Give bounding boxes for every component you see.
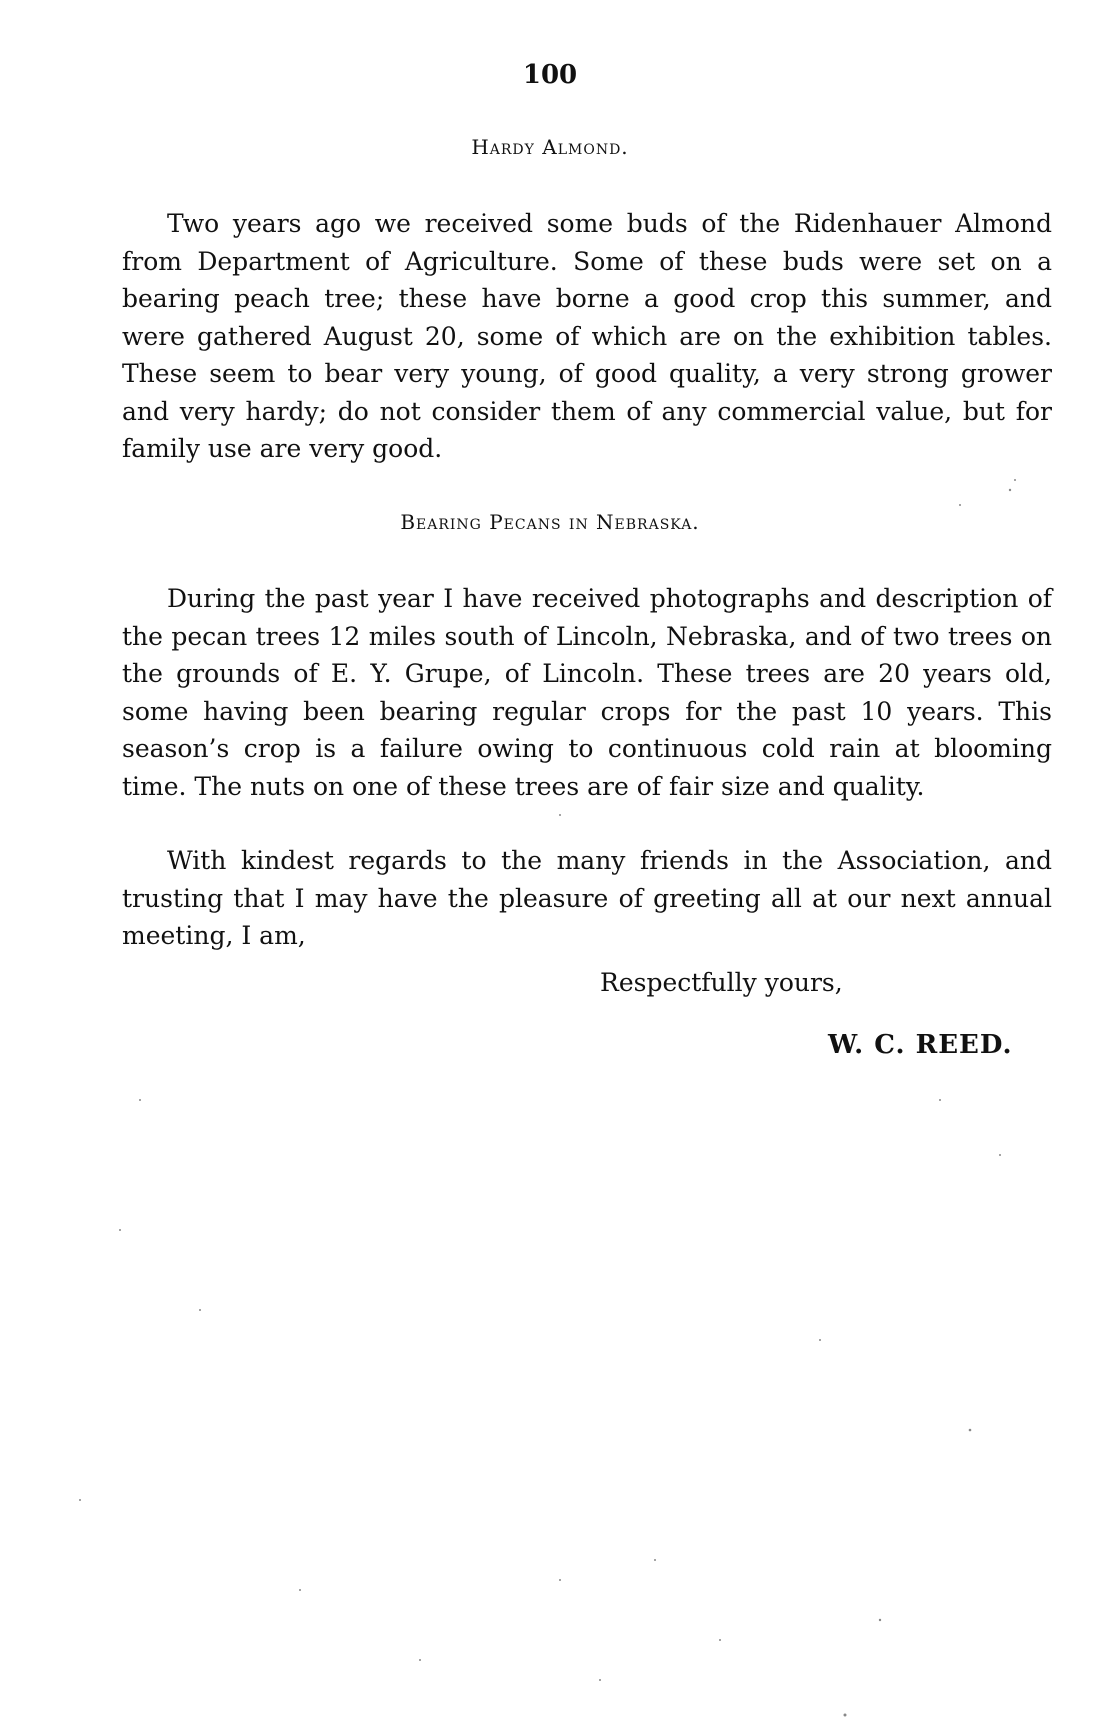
paragraph-kindest-regards: With kindest regards to the many friends in the Association, and trusting that I may have the pleasure of greeting all at our next annual meeting, I am, — [122, 846, 1052, 950]
speck — [419, 1659, 421, 1661]
speck — [559, 1579, 561, 1581]
speck — [1009, 489, 1011, 491]
closing-salutation: Respectfully yours, — [600, 968, 843, 997]
speck — [719, 1639, 721, 1641]
signature: W. C. REED. — [828, 1030, 1013, 1060]
page-number: 100 — [522, 60, 578, 90]
speck — [119, 1229, 121, 1231]
speck — [844, 1714, 847, 1717]
speck — [819, 1339, 821, 1341]
speck — [939, 1099, 941, 1101]
speck — [879, 1619, 881, 1621]
paragraph-bearing-pecans: During the past year I have received photographs and description of the pecan trees 12 miles south of Lincoln, Nebraska, and of two trees on the grounds of E. Y. Grupe, of Lincoln. These trees are 20 years old, some having been bearing regular crops for the past 10 years. This season’s crop is a failure owing to continuous cold rain at blooming time. The nuts on one of these trees are of fair size and quality. — [122, 584, 1052, 801]
section-heading-bearing-pecans: Bearing Pecans in Nebraska. — [400, 510, 700, 534]
section-heading-hardy-almond: Hardy Almond. — [471, 135, 629, 159]
speck — [299, 1589, 301, 1591]
speck — [999, 1154, 1001, 1156]
speck — [654, 1559, 656, 1561]
speck — [139, 1099, 141, 1101]
speck — [959, 504, 961, 506]
speck — [79, 1499, 81, 1501]
paragraph-hardy-almond: Two years ago we received some buds of the Ridenhauer Almond from Department of Agriculture. Some of these buds were set on a bearing peach tree; these have borne a good crop this summer, and were gathered August 20, some of which are on the exhibition tables. These seem to bear very young, of good quality, a very strong grower and very hardy; do not consider them of any commercial value, but for family use are very good. — [122, 209, 1052, 463]
speck — [559, 814, 561, 816]
speck — [199, 1309, 201, 1311]
speck — [599, 1679, 601, 1681]
speck — [969, 1429, 972, 1432]
speck — [1014, 479, 1016, 481]
